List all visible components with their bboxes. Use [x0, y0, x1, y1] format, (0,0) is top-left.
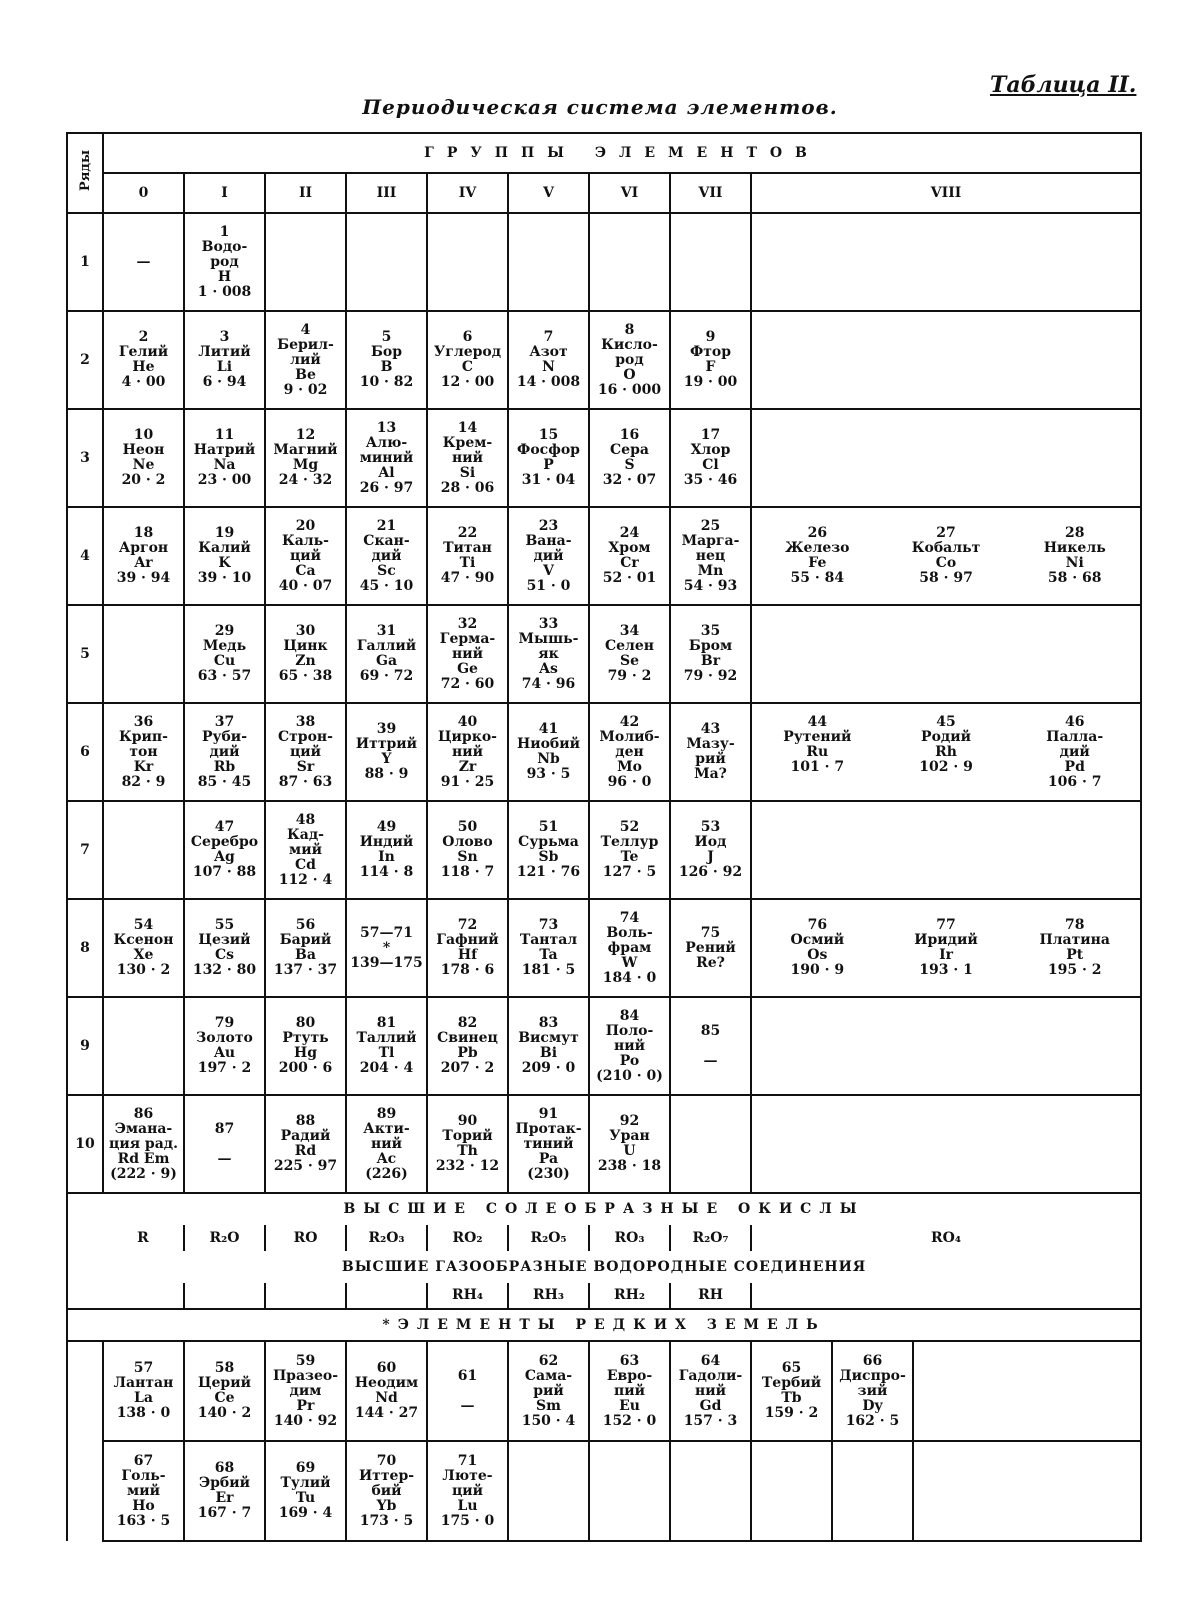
group-number: VII	[670, 173, 751, 213]
groups-title: ГРУППЫ ЭЛЕМЕНТОВ	[103, 133, 1141, 173]
element-cell: 66 Диспро- зий Dy 162 · 5	[833, 1342, 914, 1440]
oxide-formula: R₂O₃	[346, 1225, 427, 1251]
group-number: IV	[427, 173, 508, 213]
hydride-formula	[184, 1283, 265, 1309]
period-row	[67, 703, 1141, 801]
row-number: 9	[67, 997, 103, 1095]
element-cell: 51 Сурьма Sb 121 · 76	[508, 801, 589, 899]
element-cell: 47 Серебро Ag 107 · 88	[184, 801, 265, 899]
hydride-formula: RH	[670, 1283, 751, 1309]
element-cell: 72 Гафний Hf 178 · 6	[427, 899, 508, 997]
empty-cell	[752, 1442, 833, 1540]
group-viii-cell	[751, 605, 1141, 703]
hydride-formula	[265, 1283, 346, 1309]
period-row	[67, 801, 1141, 899]
element-cell: 25 Марга- нец Mn 54 · 93	[670, 507, 751, 605]
element-cell: 31 Галлий Ga 69 · 72	[346, 605, 427, 703]
element-cell: 87 —	[184, 1095, 265, 1193]
element-cell: 86 Эмана- ция рад. Rd Em (222 · 9)	[103, 1095, 184, 1193]
element-cell: 89 Акти- ний Ac (226)	[346, 1095, 427, 1193]
empty-cell	[671, 1442, 752, 1540]
element-cell: 80 Ртуть Hg 200 · 6	[265, 997, 346, 1095]
group-number: V	[508, 173, 589, 213]
element-cell: 50 Олово Sn 118 · 7	[427, 801, 508, 899]
element-cell: 65 Тербий Tb 159 · 2	[752, 1342, 833, 1440]
element-cell: 59 Празео- дим Pr 140 · 92	[266, 1342, 347, 1440]
element-cell: 15 Фосфор P 31 · 04	[508, 409, 589, 507]
element-cell: 8 Кисло- род O 16 · 000	[589, 311, 670, 409]
element-cell: 76 Осмий Os 190 · 9	[790, 917, 845, 978]
element-cell: 27 Кобальт Co 58 · 97	[911, 525, 981, 586]
element-cell: —	[103, 213, 184, 311]
element-cell: 26 Железо Fe 55 · 84	[785, 525, 850, 586]
element-cell: 57—71 * 139—175	[346, 899, 427, 997]
element-cell: 83 Висмут Bi 209 · 0	[508, 997, 589, 1095]
group-number: II	[265, 173, 346, 213]
element-cell: 33 Мышь- як As 74 · 96	[508, 605, 589, 703]
oxide-formula: RO₄	[751, 1225, 1141, 1251]
group-viii-cell	[751, 1095, 1141, 1193]
element-cell: 81 Таллий Tl 204 · 4	[346, 997, 427, 1095]
element-cell: 44 Рутений Ru 101 · 7	[783, 713, 852, 775]
element-cell: 12 Магний Mg 24 · 32	[265, 409, 346, 507]
empty-cell	[589, 213, 670, 311]
element-cell: 75 Рений Re?	[670, 899, 751, 997]
oxides-title: ВЫСШИЕ СОЛЕОБРАЗНЫЕ ОКИСЛЫ	[67, 1193, 1141, 1225]
row-number: 10	[67, 1095, 103, 1193]
element-cell: 57 Лантан La 138 · 0	[104, 1342, 185, 1440]
group-viii-cell	[751, 507, 1141, 605]
period-row	[67, 605, 1141, 703]
hydride-formula	[346, 1283, 427, 1309]
group-header-row	[67, 173, 1141, 213]
element-cell: 58 Церий Ce 140 · 2	[185, 1342, 266, 1440]
empty-cell	[833, 1442, 914, 1540]
element-cell: 37 Руби- дий Rb 85 · 45	[184, 703, 265, 801]
element-cell: 4 Берил- лий Be 9 · 02	[265, 311, 346, 409]
hydride-formula	[751, 1283, 1141, 1309]
element-cell: 11 Натрий Na 23 · 00	[184, 409, 265, 507]
element-cell: 18 Аргон Ar 39 · 94	[103, 507, 184, 605]
hydride-formula: RH₂	[589, 1283, 670, 1309]
empty-cell	[509, 1442, 590, 1540]
empty-cell	[346, 213, 427, 311]
spacer	[67, 1441, 103, 1541]
element-cell: 92 Уран U 238 · 18	[589, 1095, 670, 1193]
element-cell: 3 Литий Li 6 · 94	[184, 311, 265, 409]
element-cell: 19 Калий K 39 · 10	[184, 507, 265, 605]
group-viii-cell	[751, 703, 1141, 801]
group-number: 0	[103, 173, 184, 213]
element-cell: 1 Водо- род H 1 · 008	[184, 213, 265, 311]
period-row	[67, 409, 1141, 507]
element-cell: 5 Бор B 10 · 82	[346, 311, 427, 409]
group-number: VI	[589, 173, 670, 213]
element-cell: 49 Индий In 114 · 8	[346, 801, 427, 899]
group-viii-cell	[751, 801, 1141, 899]
element-cell: 60 Неодим Nd 144 · 27	[347, 1342, 428, 1440]
empty-cell	[427, 213, 508, 311]
element-cell: 20 Каль- ций Ca 40 · 07	[265, 507, 346, 605]
page-title: Периодическая система элементов.	[362, 95, 838, 119]
group-number: III	[346, 173, 427, 213]
empty-cell	[670, 213, 751, 311]
element-cell: 91 Протак- тиний Pa (230)	[508, 1095, 589, 1193]
element-cell: 21 Скан- дий Sc 45 · 10	[346, 507, 427, 605]
group-viii-cell	[751, 899, 1141, 997]
oxide-formula: RO₃	[589, 1225, 670, 1251]
element-cell: 23 Вана- дий V 51 · 0	[508, 507, 589, 605]
empty-cell	[590, 1442, 671, 1540]
oxide-formula: RO₂	[427, 1225, 508, 1251]
element-cell: 22 Титан Ti 47 · 90	[427, 507, 508, 605]
element-cell: 88 Радий Rd 225 · 97	[265, 1095, 346, 1193]
empty-cell	[670, 1095, 751, 1193]
element-cell: 30 Цинк Zn 65 · 38	[265, 605, 346, 703]
element-cell: 29 Медь Cu 63 · 57	[184, 605, 265, 703]
element-cell: 73 Тантал Ta 181 · 5	[508, 899, 589, 997]
element-cell: 36 Крип- тон Kr 82 · 9	[103, 703, 184, 801]
spacer	[67, 1225, 103, 1251]
rare-earth-row	[67, 1441, 1141, 1541]
element-cell: 85 —	[670, 997, 751, 1095]
hydride-formula: RH₃	[508, 1283, 589, 1309]
element-cell: 34 Селен Se 79 · 2	[589, 605, 670, 703]
element-cell: 52 Теллур Te 127 · 5	[589, 801, 670, 899]
rows-header: Ряды	[67, 133, 103, 213]
oxide-formula: R	[103, 1225, 184, 1251]
element-cell: 6 Углерод C 12 · 00	[427, 311, 508, 409]
group-viii-cell	[751, 213, 1141, 311]
element-cell: 48 Кад- мий Cd 112 · 4	[265, 801, 346, 899]
element-cell: 17 Хлор Cl 35 · 46	[670, 409, 751, 507]
rare-earth-group	[103, 1441, 1141, 1541]
element-cell: 28 Никель Ni 58 · 68	[1043, 525, 1106, 586]
row-number: 3	[67, 409, 103, 507]
element-cell: 16 Сера S 32 · 07	[589, 409, 670, 507]
element-cell: 2 Гелий He 4 · 00	[103, 311, 184, 409]
element-cell: 62 Сама- рий Sm 150 · 4	[509, 1342, 590, 1440]
element-cell: 53 Иод J 126 · 92	[670, 801, 751, 899]
period-row	[67, 1095, 1141, 1193]
element-cell: 13 Алю- миний Al 26 · 97	[346, 409, 427, 507]
element-cell: 82 Свинец Pb 207 · 2	[427, 997, 508, 1095]
hydrides-title: ВЫСШИЕ ГАЗООБРАЗНЫЕ ВОДОРОДНЫЕ СОЕДИНЕНИЯ	[67, 1251, 1141, 1283]
element-cell: 46 Палла- дий Pd 106 · 7	[1046, 713, 1104, 790]
oxide-formula: R₂O	[184, 1225, 265, 1251]
oxide-formula: R₂O₅	[508, 1225, 589, 1251]
rare-earth-row	[67, 1341, 1141, 1441]
element-cell: 84 Поло- ний Po (210 · 0)	[589, 997, 670, 1095]
group-viii-cell	[751, 997, 1141, 1095]
empty-cell	[103, 605, 184, 703]
element-cell: 10 Неон Ne 20 · 2	[103, 409, 184, 507]
periodic-table	[66, 132, 1142, 1542]
element-cell: 42 Молиб- ден Mo 96 · 0	[589, 703, 670, 801]
row-number: 4	[67, 507, 103, 605]
period-row	[67, 997, 1141, 1095]
element-cell: 40 Цирко- ний Zr 91 · 25	[427, 703, 508, 801]
period-row	[67, 311, 1141, 409]
hydrides-row	[67, 1283, 1141, 1309]
oxides-row	[67, 1225, 1141, 1251]
row-number: 1	[67, 213, 103, 311]
period-row	[67, 507, 1141, 605]
element-cell: 63 Евро- пий Eu 152 · 0	[590, 1342, 671, 1440]
element-cell: 71 Люте- ций Lu 175 · 0	[428, 1442, 509, 1540]
element-cell: 32 Герма- ний Ge 72 · 60	[427, 605, 508, 703]
period-row	[67, 899, 1141, 997]
element-cell: 67 Голь- мий Ho 163 · 5	[104, 1442, 185, 1540]
element-cell: 64 Гадоли- ний Gd 157 · 3	[671, 1342, 752, 1440]
row-number: 7	[67, 801, 103, 899]
element-cell: 90 Торий Th 232 · 12	[427, 1095, 508, 1193]
element-cell: 74 Воль- фрам W 184 · 0	[589, 899, 670, 997]
element-cell: 56 Барий Ba 137 · 37	[265, 899, 346, 997]
element-cell: 79 Золото Au 197 · 2	[184, 997, 265, 1095]
row-number: 2	[67, 311, 103, 409]
element-cell: 70 Иттер- бий Yb 173 · 5	[347, 1442, 428, 1540]
element-cell: 78 Платина Pt 195 · 2	[1039, 917, 1110, 978]
element-cell: 38 Строн- ций Sr 87 · 63	[265, 703, 346, 801]
element-cell: 54 Ксенон Xe 130 · 2	[103, 899, 184, 997]
element-cell: 24 Хром Cr 52 · 01	[589, 507, 670, 605]
period-row	[67, 213, 1141, 311]
group-viii-cell	[751, 311, 1141, 409]
element-cell: 14 Крем- ний Si 28 · 06	[427, 409, 508, 507]
element-cell: 55 Цезий Cs 132 · 80	[184, 899, 265, 997]
element-cell: 43 Мазу- рий Ma?	[670, 703, 751, 801]
row-number: 6	[67, 703, 103, 801]
rare-earth-group	[103, 1341, 1141, 1441]
spacer	[67, 1283, 103, 1309]
oxide-formula: RO	[265, 1225, 346, 1251]
empty-cell	[103, 997, 184, 1095]
empty-cell	[508, 213, 589, 311]
group-number: VIII	[751, 173, 1141, 213]
spacer	[67, 1341, 103, 1441]
element-cell: 9 Фтор F 19 · 00	[670, 311, 751, 409]
hydride-formula: RH₄	[427, 1283, 508, 1309]
element-cell: 69 Тулий Tu 169 · 4	[266, 1442, 347, 1540]
element-cell: 35 Бром Br 79 · 92	[670, 605, 751, 703]
element-cell: 45 Родий Rh 102 · 9	[919, 713, 973, 775]
hydride-formula	[103, 1283, 184, 1309]
group-viii-cell	[751, 409, 1141, 507]
row-number: 8	[67, 899, 103, 997]
table-label: Таблица II.	[990, 72, 1137, 98]
element-cell: 39 Иттрий Y 88 · 9	[346, 703, 427, 801]
element-cell: 68 Эрбий Er 167 · 7	[185, 1442, 266, 1540]
rare-earth-title: *ЭЛЕМЕНТЫ РЕДКИХ ЗЕМЕЛЬ	[67, 1309, 1141, 1341]
empty-cell	[265, 213, 346, 311]
element-cell: 41 Ниобий Nb 93 · 5	[508, 703, 589, 801]
element-cell: 61 —	[428, 1342, 509, 1440]
oxide-formula: R₂O₇	[670, 1225, 751, 1251]
element-cell: 7 Азот N 14 · 008	[508, 311, 589, 409]
empty-cell	[103, 801, 184, 899]
group-number: I	[184, 173, 265, 213]
row-number: 5	[67, 605, 103, 703]
element-cell: 77 Иридий Ir 193 · 1	[914, 917, 978, 978]
